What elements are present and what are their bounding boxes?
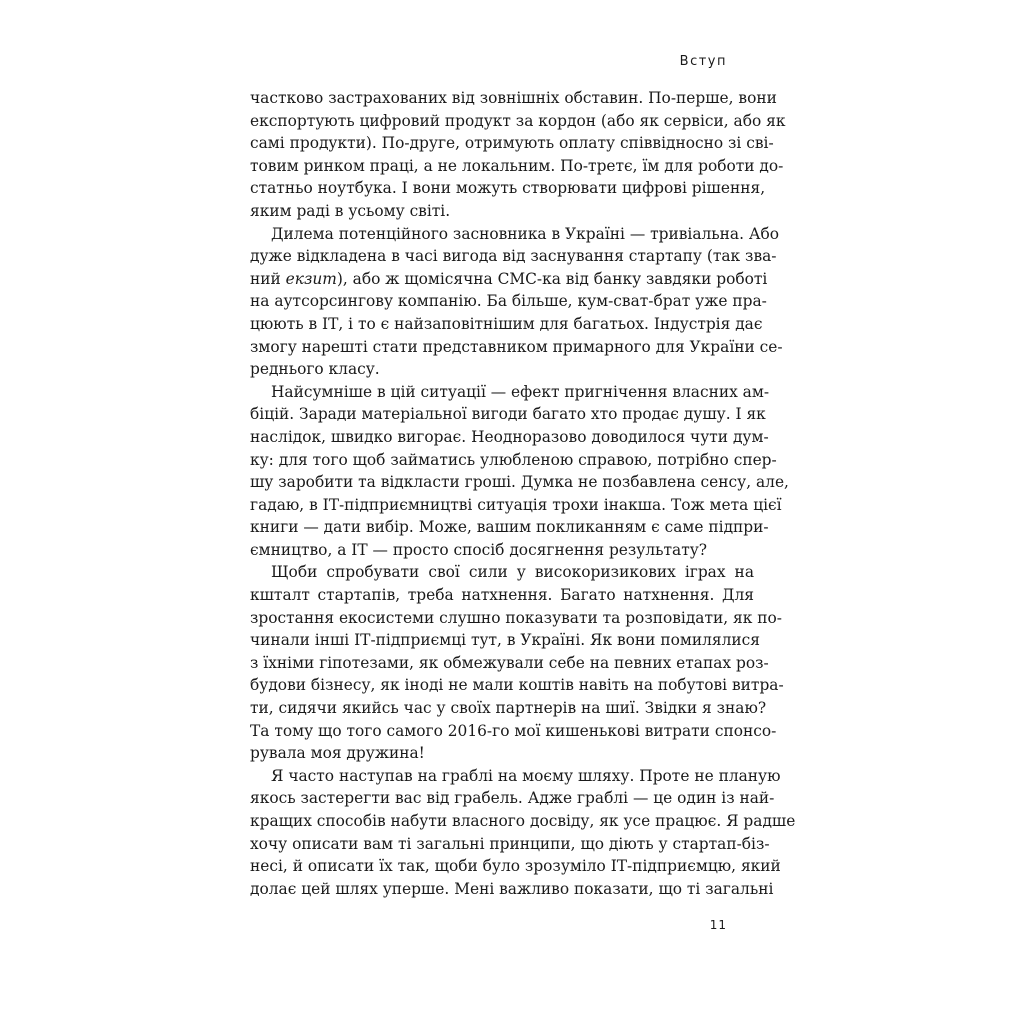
text-line: рувала моя дружина! [250, 744, 425, 763]
text-segment: ), або ж щомісячна СМС-ка від банку завдяки роботі [336, 269, 768, 288]
text-line: Дилема потенційного засновника в Україні — тривіальна. Або [271, 224, 780, 243]
text-line: якось застерегти вас від грабель. Адже граблі — це один із най- [250, 789, 775, 808]
text-line: Щоби спробувати свої сили у високоризикових іграх на [271, 563, 754, 582]
text-line: яким раді в усьому світі. [250, 201, 451, 220]
text-line: товим ринком праці, а не локальним. По-третє, їм для роботи до- [250, 156, 784, 175]
text-line: частково застрахованих від зовнішніх обставин. По-перше, вони [250, 89, 777, 107]
text-line: кращих способів набути власного досвіду, як усе працює. Я радше [250, 812, 796, 830]
text-line: дуже відкладена в часі вигода від заснування стартапу (так зва- [250, 247, 777, 266]
body-text [250, 87, 796, 900]
text-line: з їхніми гіпотезами, як обмежували себе на певних етапах роз- [250, 653, 769, 672]
text-line: Та тому що того самого 2016-го мої кишенькові витрати спонсо- [250, 721, 777, 740]
text-line: кшталт стартапів, треба натхнення. Багато натхнення. Для [250, 586, 754, 605]
text-line: шу заробити та відкласти гроші. Думка не позбавлена сенсу, але, [250, 473, 789, 492]
text-line: книги — дати вибір. Може, вашим покликанням є саме підпри- [250, 518, 769, 537]
text-line: реднього класу. [250, 360, 380, 379]
text-line: самі продукти). По-друге, отримують оплату співвідносно зі сві- [250, 134, 774, 153]
text-line: ку: для того щоб займатись улюбленою справою, потрібно спер- [250, 450, 777, 469]
text-line: Я часто наступав на граблі на моєму шляху. Проте не планую [271, 766, 781, 785]
text-line: наслідок, швидко вигорає. Неодноразово доводилося чути дум- [250, 427, 769, 446]
text-line: Найсумніше в цій ситуації — ефект пригнічення власних ам- [271, 382, 770, 401]
text-line: біцій. Заради матеріальної вигоди багато хто продає душу. І як [250, 405, 766, 424]
text-line: хочу описати вам ті загальні принципи, що діють у стартап-біз- [250, 834, 770, 853]
text-line: змогу нарешті стати представником примарного для України се- [250, 337, 783, 356]
text-line: цюють в ІТ, і то є найзаповітнішим для багатьох. Індустрія дає [250, 314, 763, 333]
text-line: статньо ноутбука. І вони можуть створювати цифрові рішення, [250, 179, 766, 198]
text-line: долає цей шлях уперше. Мені важливо показати, що ті загальні [250, 879, 774, 898]
text-line: зростання екосистеми слушно показувати та розповідати, як по- [250, 608, 782, 627]
text-line: ємництво, а ІТ — просто спосіб досягнення результату? [250, 540, 708, 559]
text-line: чинали інші ІТ-підприємці тут, в Україні. Як вони помилялися [250, 631, 760, 650]
text-line: ти, сидячи якийсь час у своїх партнерів на шиї. Звідки я знаю? [250, 699, 767, 718]
text-line: на аутсорсингову компанію. Ба більше, кум-сват-брат уже пра- [250, 292, 767, 311]
text-segment: ний [250, 269, 286, 288]
italic-term: екзит [285, 269, 337, 288]
running-head: Вступ [679, 54, 727, 69]
text-line: несі, й описати їх так, щоби було зрозуміло ІТ-підприємцю, який [250, 857, 781, 876]
text-line: експортують цифровий продукт за кордон (або як сервіси, або як [250, 111, 786, 130]
text-line [250, 268, 768, 291]
text-line: будови бізнесу, як іноді не мали коштів навіть на побутові витра- [250, 676, 784, 695]
page-number: 11 [709, 918, 727, 932]
text-line: гадаю, в ІТ-підприємництві ситуація трохи інакша. Тож мета цієї [250, 495, 782, 514]
